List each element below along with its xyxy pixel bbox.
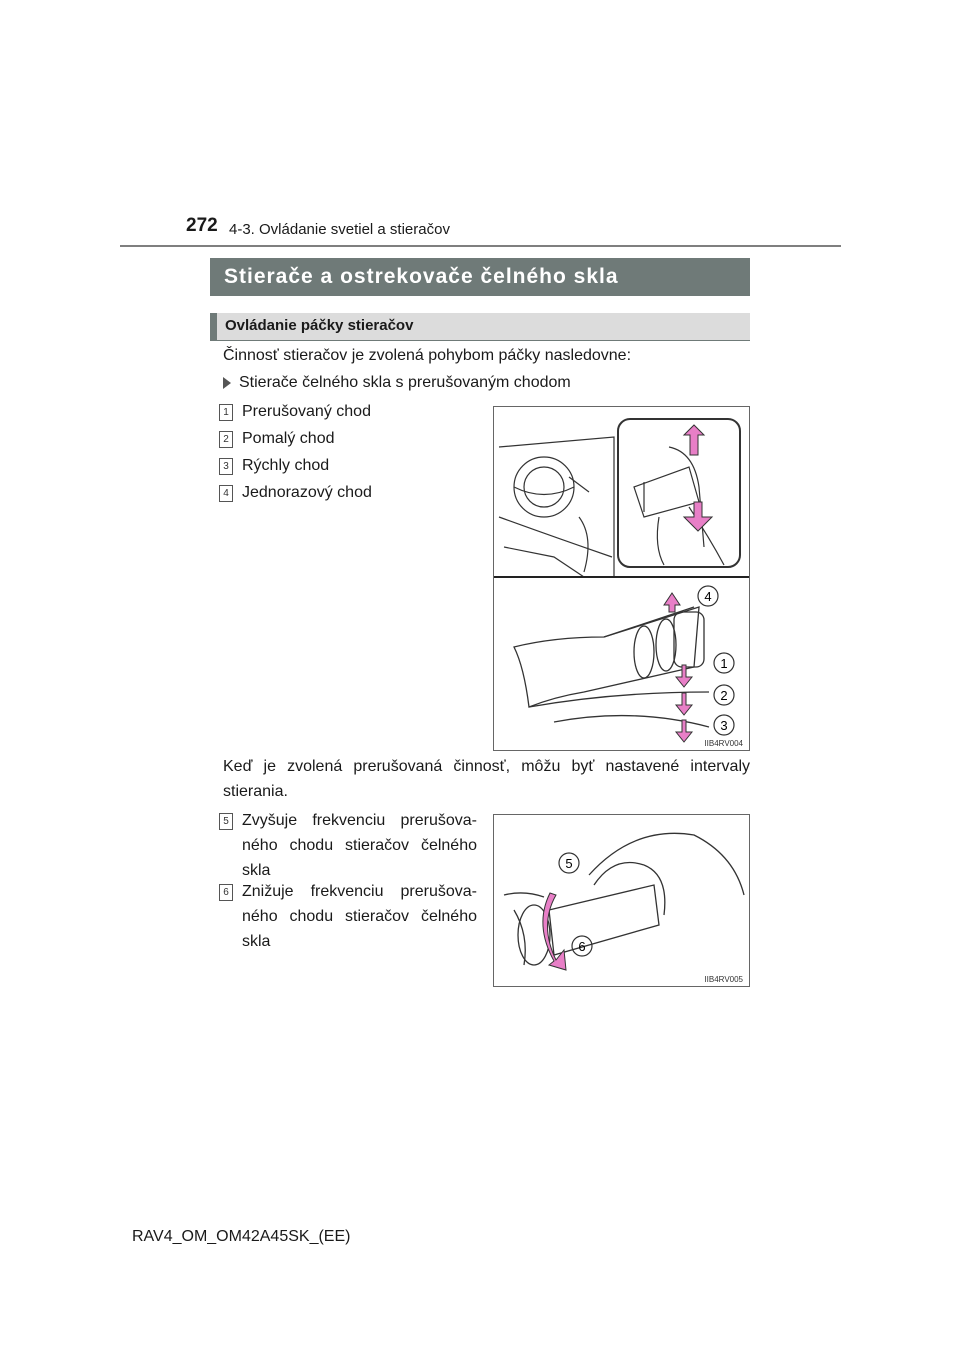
- wiper-lever-figure: [493, 406, 750, 751]
- interval-paragraph: Keď je zvolená prerušovaná činnosť, môžu byť nastavené intervaly stierania.: [223, 758, 750, 800]
- subsection-title: Ovládanie páčky stieračov: [225, 317, 414, 334]
- section-title: Stierače a ostrekovače čelného skla: [210, 258, 750, 296]
- item-number: 6: [219, 884, 233, 901]
- footer-doc-id: RAV4_OM_OM42A45SK_(EE): [132, 1228, 351, 1245]
- callout-4: 4: [704, 589, 712, 604]
- item-text: Znižuje frekvenciu prerušova-ného chodu stieračov čelného skla: [242, 883, 477, 950]
- intro-text: Činnosť stieračov je zvolená pohybom páčky nasledovne:: [223, 347, 632, 364]
- wiper-interval-figure: [493, 814, 750, 987]
- subsection-header: [210, 313, 750, 341]
- item-number: 1: [219, 404, 233, 421]
- figure-code: IIB4RV005: [704, 975, 743, 984]
- chapter-title: 4-3. Ovládanie svetiel a stieračov: [229, 221, 450, 238]
- item-number: 5: [219, 813, 233, 830]
- bullet-text: Stierače čelného skla s prerušovaným chodom: [239, 374, 571, 391]
- bullet-item: [223, 370, 571, 395]
- wiper-interval-illustration: [494, 815, 749, 986]
- wiper-lever-illustration: [494, 407, 749, 750]
- bullet-triangle-icon: [223, 377, 231, 389]
- figure-code: IIB4RV004: [704, 739, 743, 748]
- callout-3: 3: [720, 718, 728, 733]
- callout-1: 1: [720, 656, 728, 671]
- item-number: 4: [219, 485, 233, 502]
- subsection-accent: [210, 313, 217, 340]
- callout-2: 2: [720, 688, 728, 703]
- page-number: 272: [186, 215, 218, 236]
- header-rule: [120, 245, 841, 247]
- callout-5: 5: [565, 856, 573, 871]
- item-number: 2: [219, 431, 233, 448]
- item-text: Jednorazový chod: [242, 484, 372, 501]
- item-number: 3: [219, 458, 233, 475]
- item-text: Rýchly chod: [242, 457, 330, 474]
- item-text: Prerušovaný chod: [242, 403, 371, 420]
- item-text: Zvyšuje frekvenciu prerušova-ného chodu stieračov čelného skla: [242, 812, 477, 879]
- callout-6: 6: [578, 939, 586, 954]
- item-text: Pomalý chod: [242, 430, 335, 447]
